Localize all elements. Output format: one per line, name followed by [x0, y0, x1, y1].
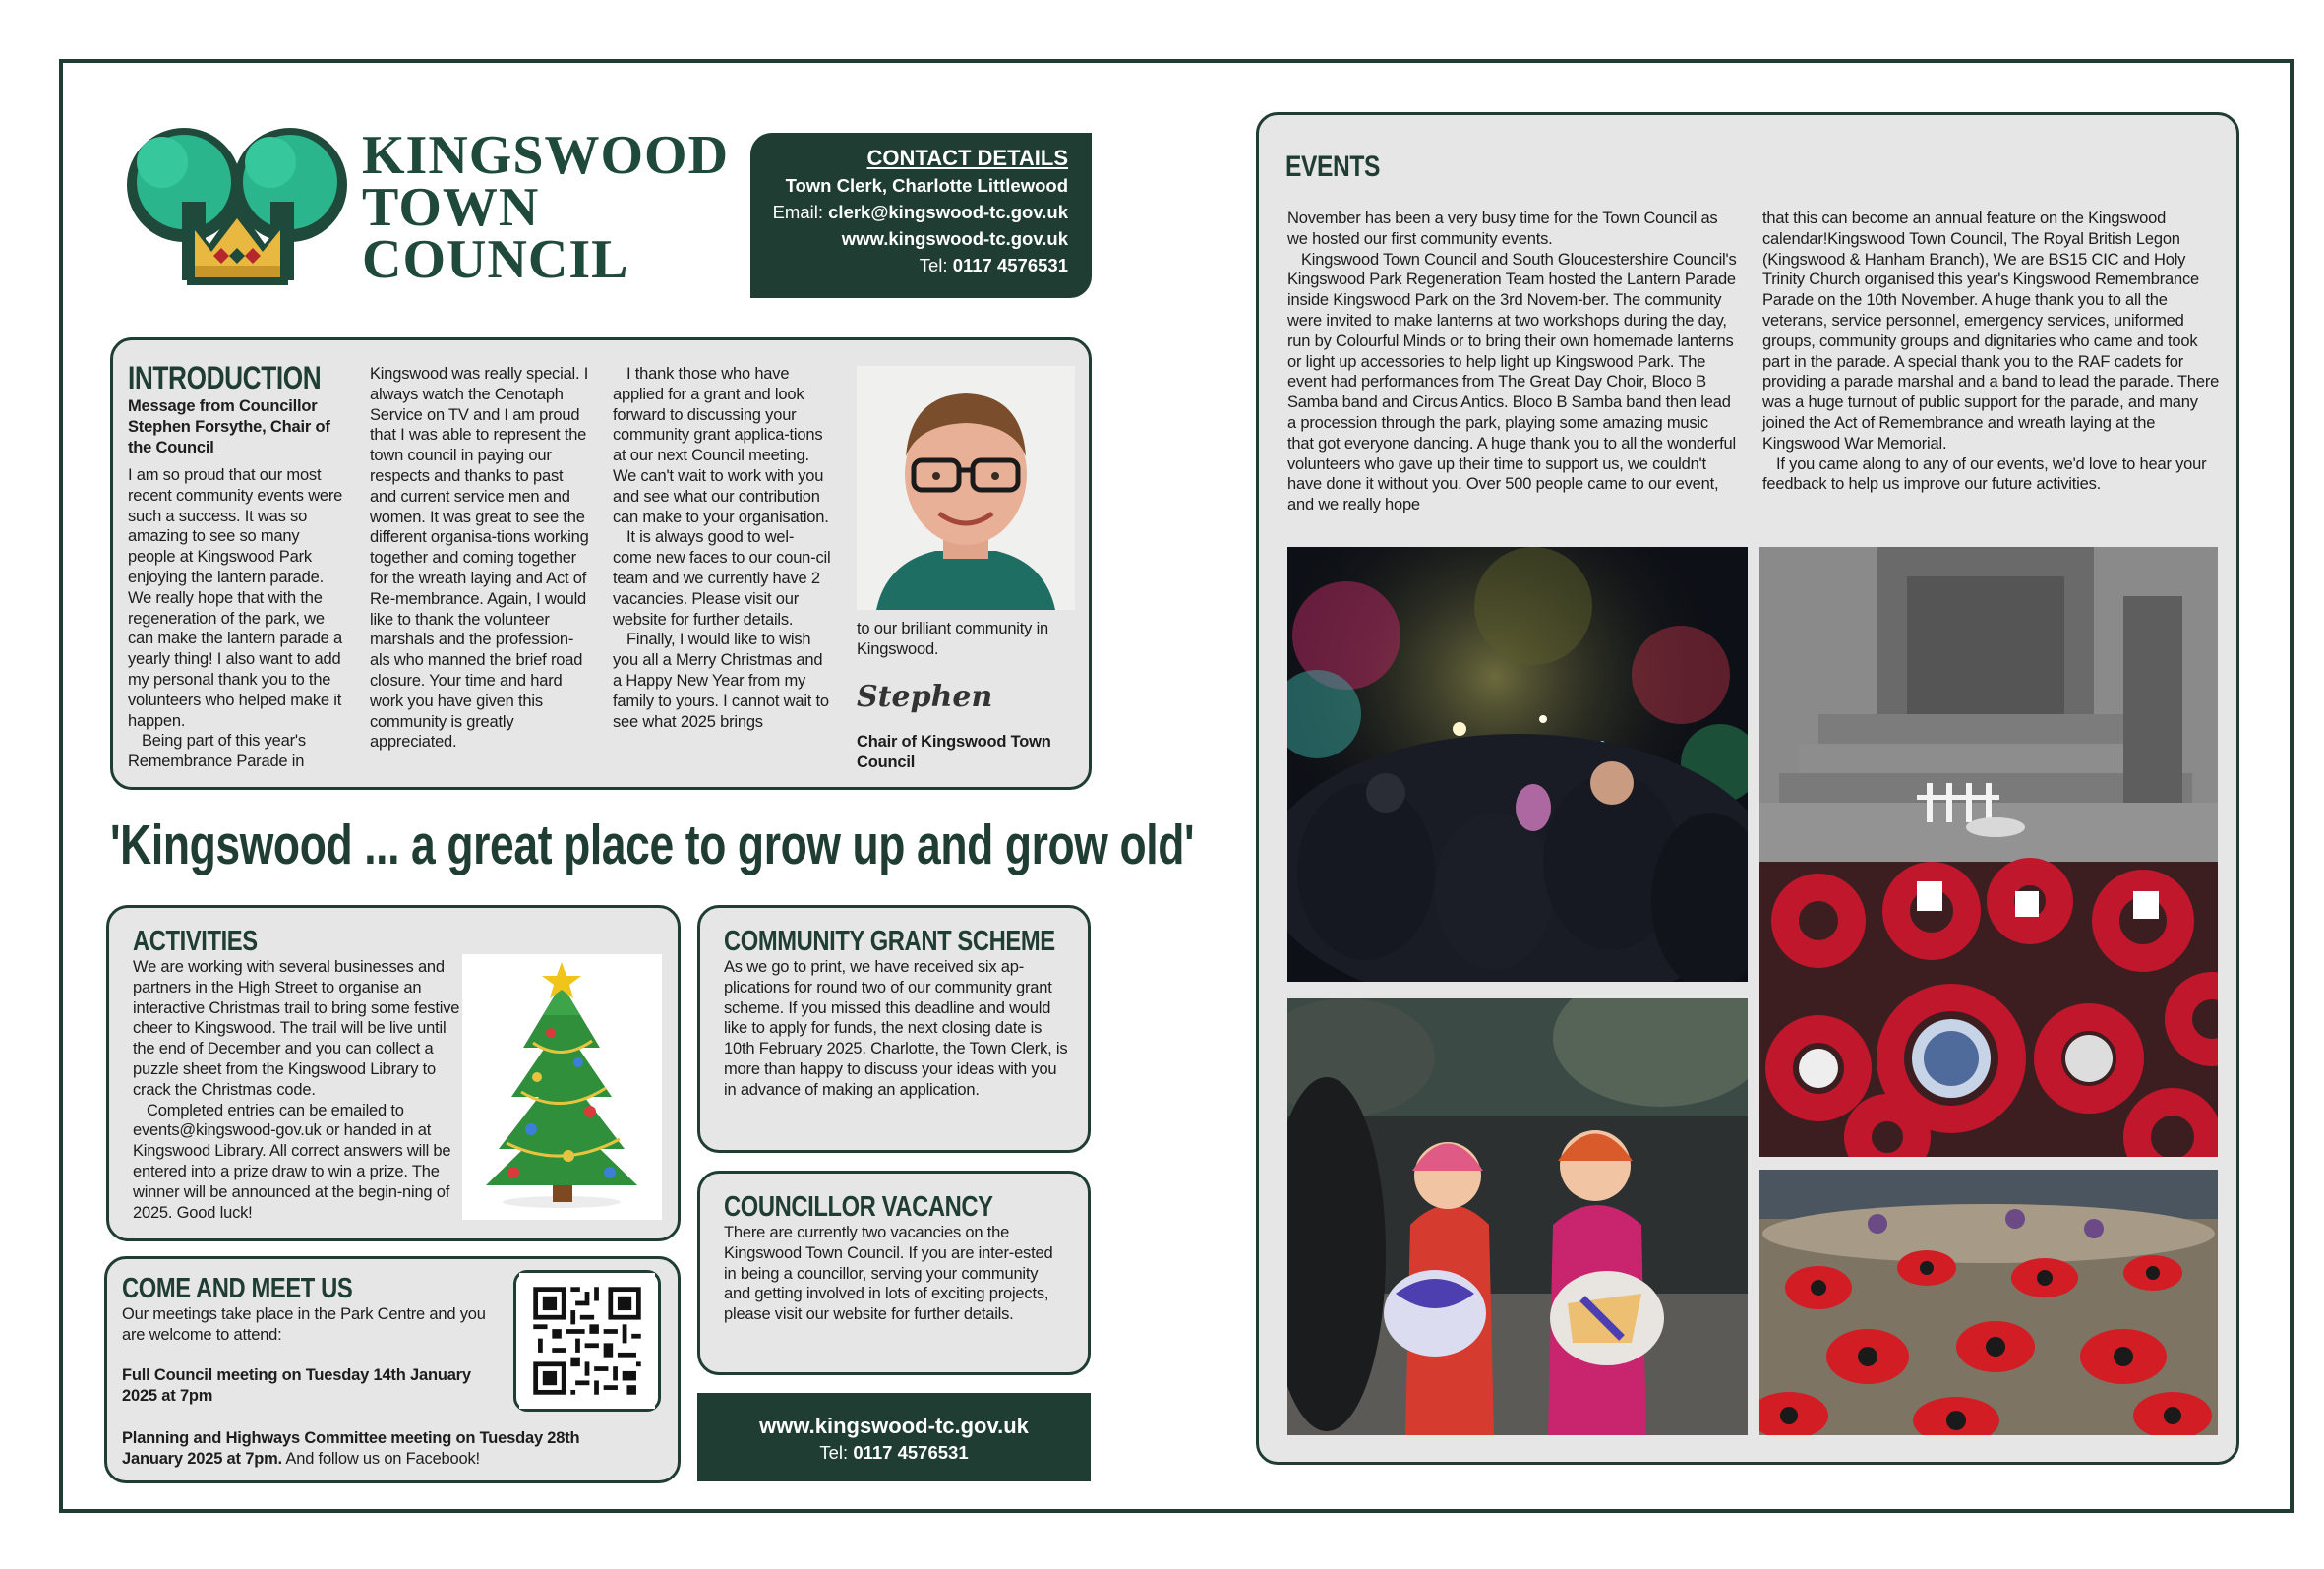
knitted-poppies-image — [1759, 1170, 2218, 1435]
tree-crown-icon — [123, 108, 359, 290]
introduction-col3-p2: It is always good to wel-come new faces to our coun-cil team and we currently have 2 vacancies. Please visit our website for further details. — [613, 528, 831, 629]
introduction-subheading: Message from Councillor Stephen Forsythe, Chair of the Council — [128, 397, 330, 456]
chair-signature: Stephen — [857, 680, 993, 714]
introduction-col2 — [370, 364, 591, 753]
activities-p1: We are working with several businesses and partners in the High Street to organise an interactive Christmas trail to bring some festive cheer to Kingswood. The trail will be live until the end of December and you can collect a puzzle sheet from the Kingswood Library to crack the Christmas code. — [133, 958, 460, 1099]
christmas-tree-icon — [462, 954, 662, 1220]
meet-meeting2: Planning and Highways Committee meeting on Tuesday 28th January 2025 at 7pm. — [122, 1429, 580, 1468]
lantern-parade-photo — [1287, 547, 1748, 982]
council-name — [362, 125, 730, 290]
email-label: Email: — [772, 202, 829, 222]
meet-meeting2-row — [122, 1428, 633, 1470]
events-col1-p2: Kingswood Town Council and South Gloucestershire Council's Kingswood Park Regeneration Team hosted the Lantern Parade inside Kingswood Park on the 3rd Novem-ber. The community were invited to make lanterns at two workshops during the day, run by Colourful Minds or to bring their own homemade lanterns or light up accessories to help light up Kingswood Park. The event had performances from The Great Day Choir, Bloco B Samba band and Circus Antics. Bloco B Samba band then lead a procession through the park, playing some amazing music that got everyone dancing. A huge thank you to all the wonderful volunteers who gave up their time to support us, we couldn't have done it without you. Over 500 people came to our event, and we really hope — [1287, 250, 1737, 514]
introduction-panel — [110, 337, 1092, 790]
events-col2 — [1762, 209, 2220, 495]
contact-clerk: Town Clerk, Charlotte Littlewood — [785, 175, 1068, 196]
children-lanterns-photo — [1287, 998, 1748, 1435]
councillor-portrait — [857, 366, 1075, 610]
introduction-col4: to our brilliant community in Kingswood. — [857, 620, 1049, 658]
christmas-tree-image — [462, 954, 662, 1220]
qr-code[interactable] — [513, 1270, 661, 1412]
contact-heading: CONTACT DETAILS — [866, 146, 1068, 170]
activities-panel — [106, 905, 681, 1241]
grant-text: As we go to print, we have received six ap-plications for round two of our community grant scheme. If you missed this deadline and would like to apply for funds, the next closing date is 10th February 2025. Charlotte, the Town Clerk, is more than happy to discuss your ideas with you in advance of making an application. — [724, 958, 1068, 1099]
events-col1-p1: November has been a very busy time for the Town Council as we hosted our first community events. — [1287, 210, 1718, 248]
meet-panel — [104, 1256, 681, 1483]
activities-p2: Completed entries can be emailed to events@kingswood-gov.uk or handed in at Kingswood Library. All correct answers will be entered into a prize draw to win a prize. The winner will be announced at the begin-ning of 2025. Good luck! — [133, 1101, 451, 1222]
vacancy-heading: COUNCILLOR VACANCY — [724, 1191, 993, 1223]
vacancy-text: There are currently two vacancies on the Kingswood Town Council. If you are inter-ested in being a councillor, serving your community and getting involved in lots of exciting projects, please visit our website for further details. — [724, 1224, 1053, 1324]
knitted-poppies-photo — [1759, 1170, 2218, 1435]
council-name-line2: TOWN — [362, 177, 540, 238]
introduction-col3 — [613, 364, 831, 732]
contact-tel: 0117 4576531 — [952, 255, 1068, 275]
lantern-parade-image — [1287, 547, 1748, 982]
council-logo — [123, 108, 359, 290]
meet-meeting1: Full Council meeting on Tuesday 14th January 2025 at 7pm — [122, 1366, 471, 1405]
vacancy-panel — [697, 1171, 1091, 1375]
councillor-portrait-image — [857, 366, 1075, 610]
introduction-col1-p1: I am so proud that our most recent community events were such a success. It was so amazing to see so many people at Kingswood Park enjoying the lantern parade. We really hope that with the regeneration of the park, we can make the lantern parade a yearly thing! I also want to add my personal thank you to the volunteers who helped make it happen. — [128, 466, 343, 730]
war-memorial-wreaths-image — [1759, 547, 2218, 1157]
introduction-heading: INTRODUCTION — [128, 360, 322, 395]
grant-panel — [697, 905, 1091, 1153]
introduction-col3-p1: I thank those who have applied for a grant and look forward to discussing your community grant applica-tions at our next Council meeting. We can't wait to work with you and see what our contribution can make to your organisation. — [613, 365, 829, 526]
war-memorial-wreaths-photo — [1759, 547, 2218, 1157]
activities-heading: ACTIVITIES — [133, 926, 258, 957]
footer-tel-row — [697, 1440, 1091, 1466]
council-name-line3: COUNCIL — [362, 229, 629, 290]
contact-details-panel — [750, 133, 1092, 298]
events-heading: EVENTS — [1285, 151, 1380, 183]
events-col2-p2: If you came along to any of our events, we'd love to hear your feedback to help us improve our future activities. — [1762, 454, 2207, 494]
contact-email-row — [750, 199, 1068, 225]
footer-website-link[interactable]: www.kingswood-tc.gov.uk — [759, 1414, 1029, 1438]
grant-heading: COMMUNITY GRANT SCHEME — [724, 926, 1055, 957]
contact-website-link[interactable]: www.kingswood-tc.gov.uk — [841, 228, 1068, 249]
contact-email-link[interactable]: clerk@kingswood-tc.gov.uk — [828, 202, 1068, 222]
introduction-col1-p2: Being part of this year's Remembrance Parade in — [128, 732, 306, 771]
council-name-line1: KINGSWOOD — [362, 125, 730, 186]
meet-intro: Our meetings take place in the Park Centre and you are welcome to attend: — [122, 1305, 486, 1344]
events-col2-p1: that this can become an annual feature on the Kingswood calendar!Kingswood Town Council, The Royal British Legon (Kingswood & Hanham Branch), We are BS15 CIC and Holy Trinity Church organised this year's Kingswood Remembrance Parade on the 10th November. A huge thank you to all the veterans, service personnel, emergency services, uniformed groups, community groups and dignitaries who came and took part in the parade. A special thank you to the RAF cadets for providing a parade marshal and a band to lead the parade. There was a huge turnout of public support for the parade, and many joined the Act of Remembrance and wreath laying at the Kingswood War Memorial. — [1762, 210, 2220, 453]
introduction-col2-p1: Kingswood was really special. I always watch the Cenotaph Service on TV and I am proud that I was able to represent the town council in paying our respects and thanks to past and current service men and women. It was great to see the different organisa-tions working together and coming together for the wreath laying and Act of Re-membrance. Again, I would like to thank the volunteer marshals and the profession-als who manned the brief road closure. Your time and hard work you have given this community is greatly appreciated. — [370, 365, 589, 752]
meet-heading: COME AND MEET US — [122, 1273, 353, 1304]
footer-tel: 0117 4576531 — [853, 1442, 969, 1463]
chair-title: Chair of Kingswood Town Council — [857, 733, 1051, 771]
footer-tel-label: Tel: — [819, 1442, 854, 1463]
children-lanterns-image — [1287, 998, 1748, 1435]
slogan: 'Kingswood ... a great place to grow up and grow old' — [110, 814, 1195, 876]
introduction-col1 — [128, 465, 346, 772]
activities-text — [133, 957, 461, 1223]
footer-contact-panel — [697, 1393, 1091, 1481]
events-panel — [1256, 112, 2239, 1465]
meet-follow: And follow us on Facebook! — [281, 1449, 480, 1468]
introduction-col3-p3: Finally, I would like to wish you all a Merry Christmas and a Happy New Year from my family to yours. I cannot wait to see what 2025 brings — [613, 631, 829, 731]
contact-tel-row — [750, 252, 1068, 278]
events-col1 — [1287, 209, 1738, 515]
qr-code-icon — [516, 1273, 658, 1409]
tel-label: Tel: — [919, 255, 953, 275]
